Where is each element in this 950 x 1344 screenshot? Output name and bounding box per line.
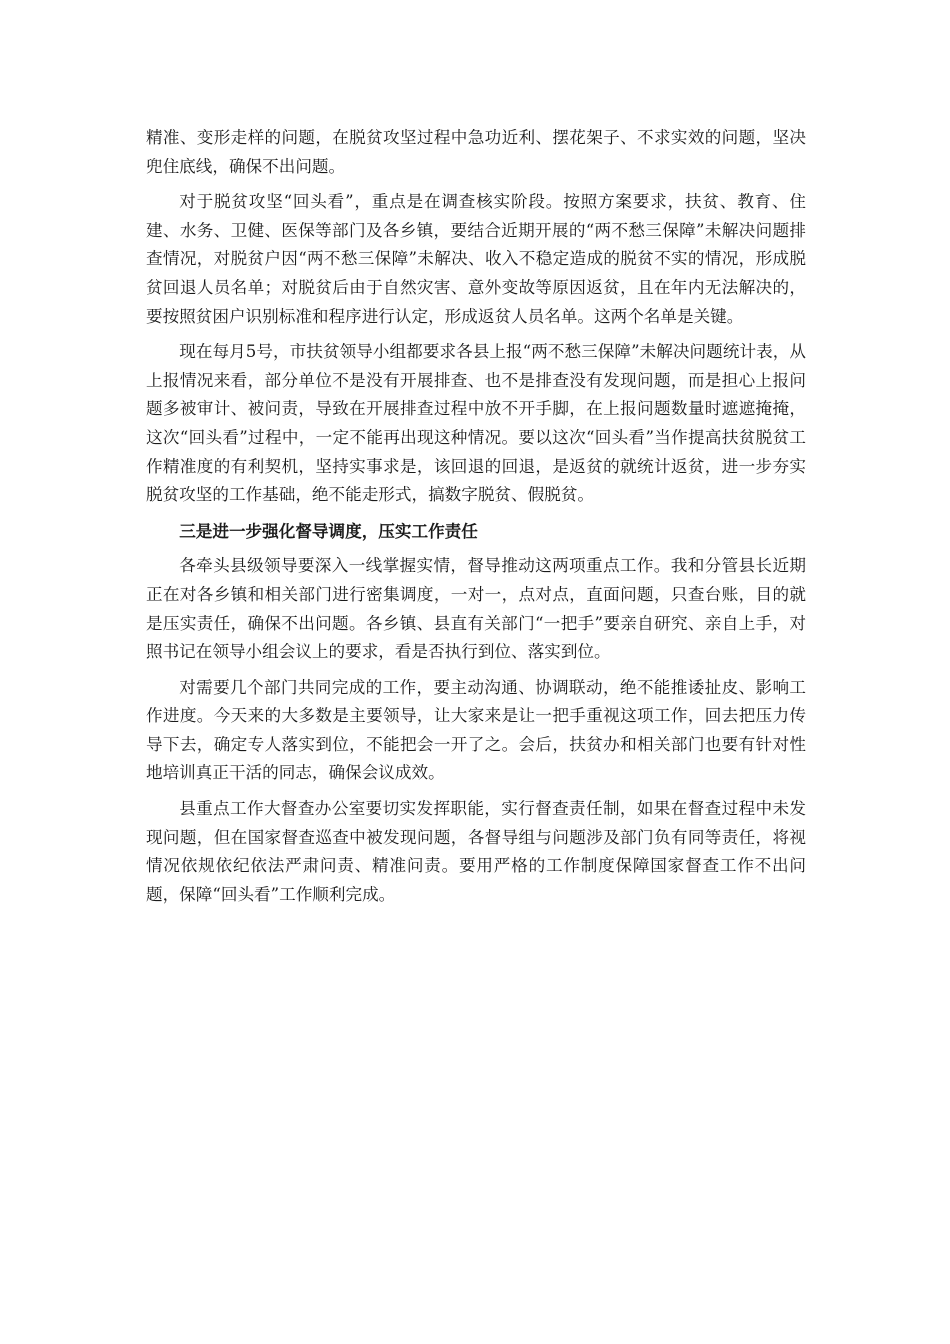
paragraph-monthly-report: 现在每月5号，市扶贫领导小组都要求各县上报“两不愁三保障”未解决问题统计表，从上报情况来看，部分单位不是没有开展排查、也不是排查没有发现问题，而是担心上报问题多被审计、被问责，导致在开展排查过程中放不开手脚，在上报问题数量时遮遮掩掩，这次“回头看”过程中，一定不能再出现这种情况。要以这次“回头看”当作提高扶贫脱贫工作精准度的有利契机，坚持实事求是，该回退的回退，是返贫的就统计返贫，进一步夯实脱贫攻坚的工作基础，绝不能走形式，搞数字脱贫、假脱贫。 bbox=[146, 342, 806, 505]
paragraph-supervision: 各牵头县级领导要深入一线掌握实情，督导推动这两项重点工作。我和分管县长近期正在对各乡镇和相关部门进行密集调度，一对一，点对点，直面问题，只查台账，目的就是压实责任，确保不出问题。各乡镇、县直有关部门“一把手”要亲自研究、亲自上手，对照书记在领导小组会议上的要求，看是否执行到位、落实到位。 bbox=[146, 556, 806, 662]
section-heading: 三是进一步强化督导调度，压实工作责任 bbox=[179, 520, 478, 541]
paragraph-coordination: 对需要几个部门共同完成的工作，要主动沟通、协调联动，绝不能推诿扯皮、影响工作进度。今天来的大多数是主要领导，让大家来是让一把手重视这项工作，回去把压力传导下去，确定专人落实到位，不能把会一开了之。会后，扶贫办和相关部门也要有针对性地培训真正干活的同志，确保会议成效。 bbox=[146, 677, 806, 783]
paragraph-accountability: 县重点工作大督查办公室要切实发挥职能，实行督查责任制，如果在督查过程中未发现问题，但在国家督查巡查中被发现问题，各督导组与问题涉及部门负有同等责任，将视情况依规依纪依法严肃问责、精准问责。要用严格的工作制度保障国家督查工作不出问题，保障“回头看”工作顺利完成。 bbox=[146, 799, 806, 904]
paragraph-review-focus: 对于脱贫攻坚“回头看”，重点是在调查核实阶段。按照方案要求，扶贫、教育、住建、水务、卫健、医保等部门及各乡镇，要结合近期开展的“两不愁三保障”未解决问题排查情况，对脱贫户因“两不愁三保障”未解决、收入不稳定造成的脱贫不实的情况，形成脱贫回退人员名单；对脱贫后由于自然灾害、意外变故等原因返贫，且在年内无法解决的，要按照贫困户识别标准和程序进行认定，形成返贫人员名单。这两个名单是关键。 bbox=[146, 192, 806, 326]
document-body bbox=[146, 124, 806, 916]
paragraph-continued: 精准、变形走样的问题，在脱贫攻坚过程中急功近利、摆花架子、不求实效的问题，坚决兜住底线，确保不出问题。 bbox=[146, 128, 806, 176]
